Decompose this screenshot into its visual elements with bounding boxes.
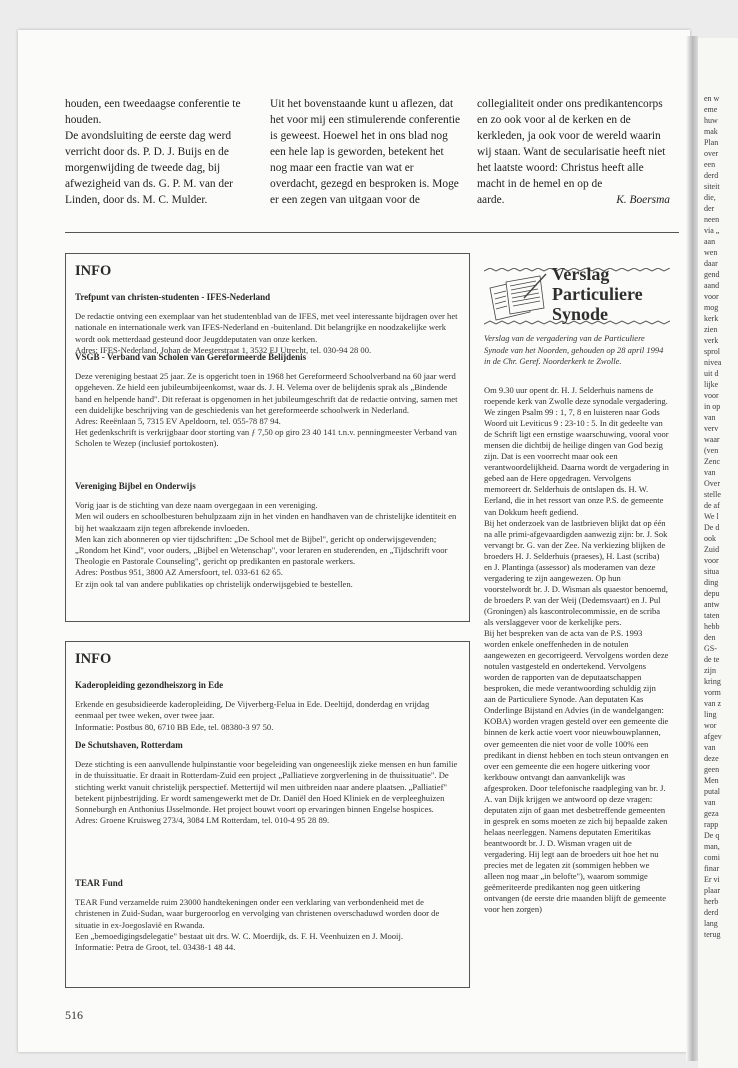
next-page-text-fragment: mak xyxy=(704,127,718,136)
next-page-text-fragment: Men xyxy=(704,776,719,785)
next-page-text-fragment: verv xyxy=(704,424,719,433)
next-page-text-fragment: nivea xyxy=(704,358,722,367)
next-page-text-fragment: via „ xyxy=(704,226,720,235)
next-page-text-fragment: neen xyxy=(704,215,720,224)
info-section xyxy=(75,680,460,733)
next-page-text-fragment: taten xyxy=(704,611,720,620)
next-page-text-fragment: voor xyxy=(704,556,719,565)
author-name: K. Boersma xyxy=(616,194,670,206)
report-paragraph: Bij het onderzoek van de lastbrieven blijkt dat op één na alle primi-afgevaardigden aanwezig zijn: br. J. Sok vervangt br. G. van der Zee. Na verkiezing blijken de broeders H. J. Selderhuis (praeses), H. Last (scriba) en J. Plantinga (assessor) als moderamen van deze vergadering te zijn aangewezen. Op hun voorstelwordt br. J. D. Wisman als quaestor benoemd, de broeders P. van der Weij (Dedemsvaart) en J. Pul (Groningen) als kascontrolecommissie, en de scriba als verslaggever voor de kerkelijke pers. xyxy=(484,517,668,627)
next-page-text-fragment: situa xyxy=(704,567,720,576)
next-page-text-fragment: aand xyxy=(704,281,720,290)
next-page-text-fragment: uit d xyxy=(704,369,719,378)
info-section xyxy=(75,878,460,953)
section-text: TEAR Fund verzamelde ruim 23000 handtekeningen onder een verklaring van verbondenheid met de christenen in Zuid-Sudan, waar burgeroorlog en vervolging van christenen overschaduwd worden door de situatie in ex-Joegoslavië en Rwanda. Een „bemoedigingsdelegatie" bestaat uit drs. W. C. Moerdijk, ds. F. H. Veenhuizen en J. Mooij. Informatie: Petra de Groot, tel. 03438-1 48 44. xyxy=(75,897,440,953)
section-text: Vorig jaar is de stichting van deze naam overgegaan in een vereniging. Men wil ouders en schoolbesturen behulpzaam zijn in het vinden en handhaven van de christelijke identiteit en bij het waakzaam zijn tegen afbrekende invloeden. Men kan zich abonneren op vier tijdschriften: „De School met de Bijbel", gericht op onderwijsgevenden; „Rondom het Kind", voor ouders, „Bijbel en Wetenschap", voor leraren en studerenden, en „Tijdschrift voor Theologie en Pastorale Counseling", gericht op predikanten en pastorale werkers. Adres: Postbus 951, 3800 AZ Amersfoort, tel. 033-61 62 65. Er zijn ook tal van andere publikaties op christelijk onderwijsgebied te bestellen. xyxy=(75,500,457,589)
next-page-text-fragment: een xyxy=(704,160,716,169)
next-page-text-fragment: We l xyxy=(704,512,719,521)
section-title: Trefpunt van christen-studenten - IFES-Nederland xyxy=(75,292,271,302)
next-page-text-fragment: Er vi xyxy=(704,875,720,884)
section-divider xyxy=(65,232,679,233)
next-page-text-fragment: hebb xyxy=(704,622,720,631)
section-title: De Schutshaven, Rotterdam xyxy=(75,740,183,750)
next-page-text-fragment: man, xyxy=(704,842,720,851)
info-section xyxy=(75,292,460,356)
next-page-text-fragment: rapp xyxy=(704,820,719,829)
next-page-text-fragment: ding xyxy=(704,578,719,587)
info-box xyxy=(65,641,470,988)
section-text: Deze stichting is een aanvullende hulpinstantie voor begeleiding van ongeneeslijk zieke mensen en hun familie in de thuissituatie. Er draait in Rotterdam-Zuid een project „Palliatieve zorgverlening in de thuissituatie". De stichting werkt vanuit christelijk perspectief. Mettertijd wil men uitbreiden naar andere plaatsen. „Palliatief" betekent pijnbestrijding. Er wordt samengewerkt met de Dr. Daniël den Hoed Kliniek en de verpleeghuizen Sonneburgh en Anthonius IJsselmonde. Het project bouwt voort op ervaringen binnen Engelse hospices. Adres: Groene Kruisweg 273/4, 3084 LM Rotterdam, tel. 010-4 95 28 89. xyxy=(75,759,458,826)
info-heading: INFO xyxy=(75,263,112,279)
next-page-text-fragment: plaar xyxy=(704,886,720,895)
title-line: Particuliere xyxy=(552,284,643,304)
next-page-text-fragment: afgev xyxy=(704,732,722,741)
info-box xyxy=(65,253,470,622)
next-page-text-fragment: stelle xyxy=(704,490,721,499)
info-section xyxy=(75,481,460,590)
next-page-text-fragment: geza xyxy=(704,809,719,818)
report-paragraph: Bij het bespreken van de acta van de P.S. 1993 worden enkele oneffenheden in de notulen aangewezen en gecorrigeerd. Vervolgens worden deze notulen vastgesteld en ondertekend. Vervolgens worden de rapporten van de deputaatschappen besproken, die mede verantwoording schuldig zijn aan de Particuliere Synode. Aan deputaten Kas Onderlinge Bijstand en Advies (in de wandelgangen: KOBA) worden vragen gesteld over een gemeente die binnen de kerk actie voert voor nieuwbouwplannen, over gemeenten die niet voor de volle 100% een predikant in dienst hebben en toch steun ontvangen en over een gemeente die een hogere uitkering voor kerkbouw ontvangt dan aanvankelijk was afgesproken. Door telefonische raadpleging van br. J. A. van Dijk krijgen we antwoord op deze vragen: deputaten zijn of gaan met desbetreffende gemeenten in gesprek en soms moeten ze zich bij bepaalde zaken helaas neerleggen. Namens deputaten Emeritikas beantwoordt br. J. D. Wisman vragen uit de vergadering. Hij legt aan de broeders uit hoe het nu precies met de legaten zit (sommigen hebben we alleen nog maar „in belofte"), waarom sommige geëmeriteerde predikanten nog geen uitkering ontvangen (de eerste drie maanden blijft de gemeente voor hen zorgen) xyxy=(484,628,669,915)
next-page-text-fragment: van xyxy=(704,798,716,807)
next-page-text-fragment: der xyxy=(704,204,715,213)
next-page-text-fragment: ook xyxy=(704,534,716,543)
next-page-text-fragment: antw xyxy=(704,600,720,609)
article-column-2 xyxy=(270,96,462,208)
next-page-text-fragment: lang xyxy=(704,919,718,928)
article-text: Uit het bovenstaande kunt u aflezen, dat het voor mij een stimulerende conferentie is geweest. Hoewel het in ons blad nog een hele lap is geworden, betekent het nog maar een fractie van wat er overdacht, gezegd en besproken is. Moge er een zegen van uitgaan voor de xyxy=(270,98,461,206)
info-section xyxy=(75,352,460,450)
next-page-text-fragment: van xyxy=(704,468,716,477)
section-title: Kaderopleiding gezondheiszorg in Ede xyxy=(75,680,224,690)
next-page-text-fragment: putal xyxy=(704,787,720,796)
article-text: houden, een tweedaagse conferentie te houden. De avondsluiting de eerste dag werd verricht door ds. P. D. J. Buijs en de morgenwijding de tweede dag, bij afwezigheid van ds. G. P. M. van der Linden, door ds. M. C. Mulder. xyxy=(65,98,241,206)
next-page-text-fragment: depu xyxy=(704,589,720,598)
next-page-text-fragment: aan xyxy=(704,237,716,246)
next-page-text-fragment: deze xyxy=(704,754,719,763)
next-page-text-fragment: wor xyxy=(704,721,717,730)
next-page-text-fragment: den xyxy=(704,633,716,642)
next-page-text-fragment: ling xyxy=(704,710,717,719)
next-page-text-fragment: Zenc xyxy=(704,457,720,466)
next-page-text-fragment: Zuid xyxy=(704,545,720,554)
info-heading: INFO xyxy=(75,651,112,667)
next-page-text-fragment: over xyxy=(704,149,719,158)
next-page-text-fragment: sprol xyxy=(704,347,720,356)
next-page-text-fragment: voor xyxy=(704,391,719,400)
section-text: De redactie ontving een exemplaar van het studentenblad van de IFES, met veel interessante bijdragen over het nationale en internationale werk van IFES-Nederland en -buitenland. Dit belangrijke en noodzakelijke werk wordt ook metterdaad gesteund door Jeugddeputaten van onze kerken. Adres: IFES-Nederland, Johan de Meesterstraat 1, 3532 EJ Utrecht, tel. 030-94 28 00. xyxy=(75,311,458,355)
next-page-text-fragment: herb xyxy=(704,897,719,906)
next-page-text-fragment: eme xyxy=(704,105,718,114)
section-title: Vereniging Bijbel en Onderwijs xyxy=(75,481,196,491)
section-title: TEAR Fund xyxy=(75,878,123,888)
next-page-text-fragment: kring xyxy=(704,677,721,686)
article-column-3 xyxy=(477,96,670,208)
page-number: 516 xyxy=(65,1008,83,1022)
next-page-text-fragment: wen xyxy=(704,248,718,257)
article-text: aarde. xyxy=(477,194,505,206)
next-page-text-fragment: zijn xyxy=(704,666,716,675)
article-text: collegialiteit onder ons predikantencorps en zo ook voor al de kerken en de kerkleden, ja ook voor de wereld waarin wij staan. Want de secularisatie heeft niet het laatste woord: Christus heeft alle macht in de hemel en op de xyxy=(477,98,666,190)
next-page-text-fragment: GS- xyxy=(704,644,717,653)
next-page-text-fragment: siteit xyxy=(704,182,720,191)
next-page-text-fragment: van xyxy=(704,743,716,752)
next-page-text-fragment: en w xyxy=(704,94,720,103)
next-page-text-fragment: geen xyxy=(704,765,720,774)
next-page-text-fragment: zien xyxy=(704,325,718,334)
next-page-text-fragment: De q xyxy=(704,831,720,840)
section-text: Erkende en gesubsidieerde kaderopleiding, De Vijverberg-Felua in Ede. Deeltijd, donderdag en vrijdag eenmaal per twee weken, over twee jaar. Informatie: Postbus 80, 6710 BB Ede, tel. 08380-3 97 50. xyxy=(75,699,430,732)
signature-line xyxy=(477,192,670,208)
next-page-text-fragment: lijke xyxy=(704,380,719,389)
next-page-text-fragment: comi xyxy=(704,853,720,862)
next-page-text-fragment: van xyxy=(704,413,716,422)
next-page-text-fragment: mog xyxy=(704,303,719,312)
title-line: Verslag xyxy=(552,264,610,284)
next-page-text-fragment: huw xyxy=(704,116,718,125)
next-page-text-fragment: finar xyxy=(704,864,720,873)
next-page-text-fragment: Plan xyxy=(704,138,719,147)
report-paragraph: Om 9.30 uur opent dr. H. J. Selderhuis namens de roepende kerk van Zwolle deze synodale vergadering. We zingen Psalm 99 : 1, 7, 8 en luisteren naar Gods Woord uit Leviticus 9 : 23-10 : 5. In dit gedeelte van de Schrift ligt een ernstige waarschuwing, vooral voor mensen die dichtbij de heilige dingen van God bezig zijn. Dat is een voorrecht maar ook een verantwoordelijkheid. Daarna wordt de vergadering in gebed aan de Here opgedragen. Vervolgens memoreert dr. Selderhuis de ontslapen ds. H. W. Eerland, die in het ressort van onze P.S. de gemeente van Dokkum heeft gediend. xyxy=(484,385,669,517)
next-page-text-fragment: in op xyxy=(704,402,721,411)
next-page-text-fragment: De d xyxy=(704,523,720,532)
next-page-text-fragment: Over xyxy=(704,479,720,488)
article-column-1 xyxy=(65,96,255,208)
next-page-text-fragment: (ven xyxy=(704,446,719,455)
next-page-text-fragment: kerk xyxy=(704,314,719,323)
next-page-text-fragment: voor xyxy=(704,292,719,301)
next-page-text-fragment: derd xyxy=(704,171,719,180)
next-page-text-fragment: verk xyxy=(704,336,719,345)
section-title: VSGB - Verband van Scholen van Gereformeerde Belijdenis xyxy=(75,352,307,362)
next-page-text-fragment: de te xyxy=(704,655,720,664)
info-section xyxy=(75,740,460,826)
next-page-text-fragment: van z xyxy=(704,699,722,708)
title-line: Synode xyxy=(552,304,609,324)
next-page-text-fragment: vorm xyxy=(704,688,721,697)
next-page-text-fragment: terug xyxy=(704,930,721,939)
next-page-edge xyxy=(698,38,738,1068)
next-page-text-fragment: de af xyxy=(704,501,720,510)
report-intro: Verslag van de vergadering van de Particuliere Synode van het Noorden, gehouden op 28 april 1994 in de Chr. Geref. Noorderkerk te Zwolle. xyxy=(484,333,664,366)
report-body xyxy=(484,385,669,915)
next-page-text-fragment: die, xyxy=(704,193,716,202)
book-gutter xyxy=(686,36,698,1061)
next-page-text-fragment: gend xyxy=(704,270,720,279)
next-page-text-fragment: derd xyxy=(704,908,719,917)
next-page-text-fragment: daar xyxy=(704,259,718,268)
report-banner xyxy=(484,264,670,326)
next-page-text-fragment: waar xyxy=(704,435,720,444)
report-title xyxy=(552,264,643,324)
section-text: Deze vereniging bestaat 25 jaar. Ze is opgericht toen in 1968 het Gereformeerd Schoolverband na 60 jaar werd opgeheven. Ze hield een jubileumbijeenkomst, waar ds. J. H. Velema over de belijdenis sprak als „Bindende band en helpende hand". Dit referaat is opgenomen in het jubileumgeschrift dat de redactie ontving, samen met een duidelijke beschrijving van de geschiedenis van het gereformeerde schoolwerk in Nederland. Adres: Reeënlaan 5, 7315 EV Apeldoorn, tel. 055-78 87 94. Het gedenkschrift is verkrijgbaar door storting van ƒ 7,50 op giro 23 40 141 t.n.v. penningmeester Verband van Scholen te Wezep (inclusief portokosten). xyxy=(75,371,458,449)
